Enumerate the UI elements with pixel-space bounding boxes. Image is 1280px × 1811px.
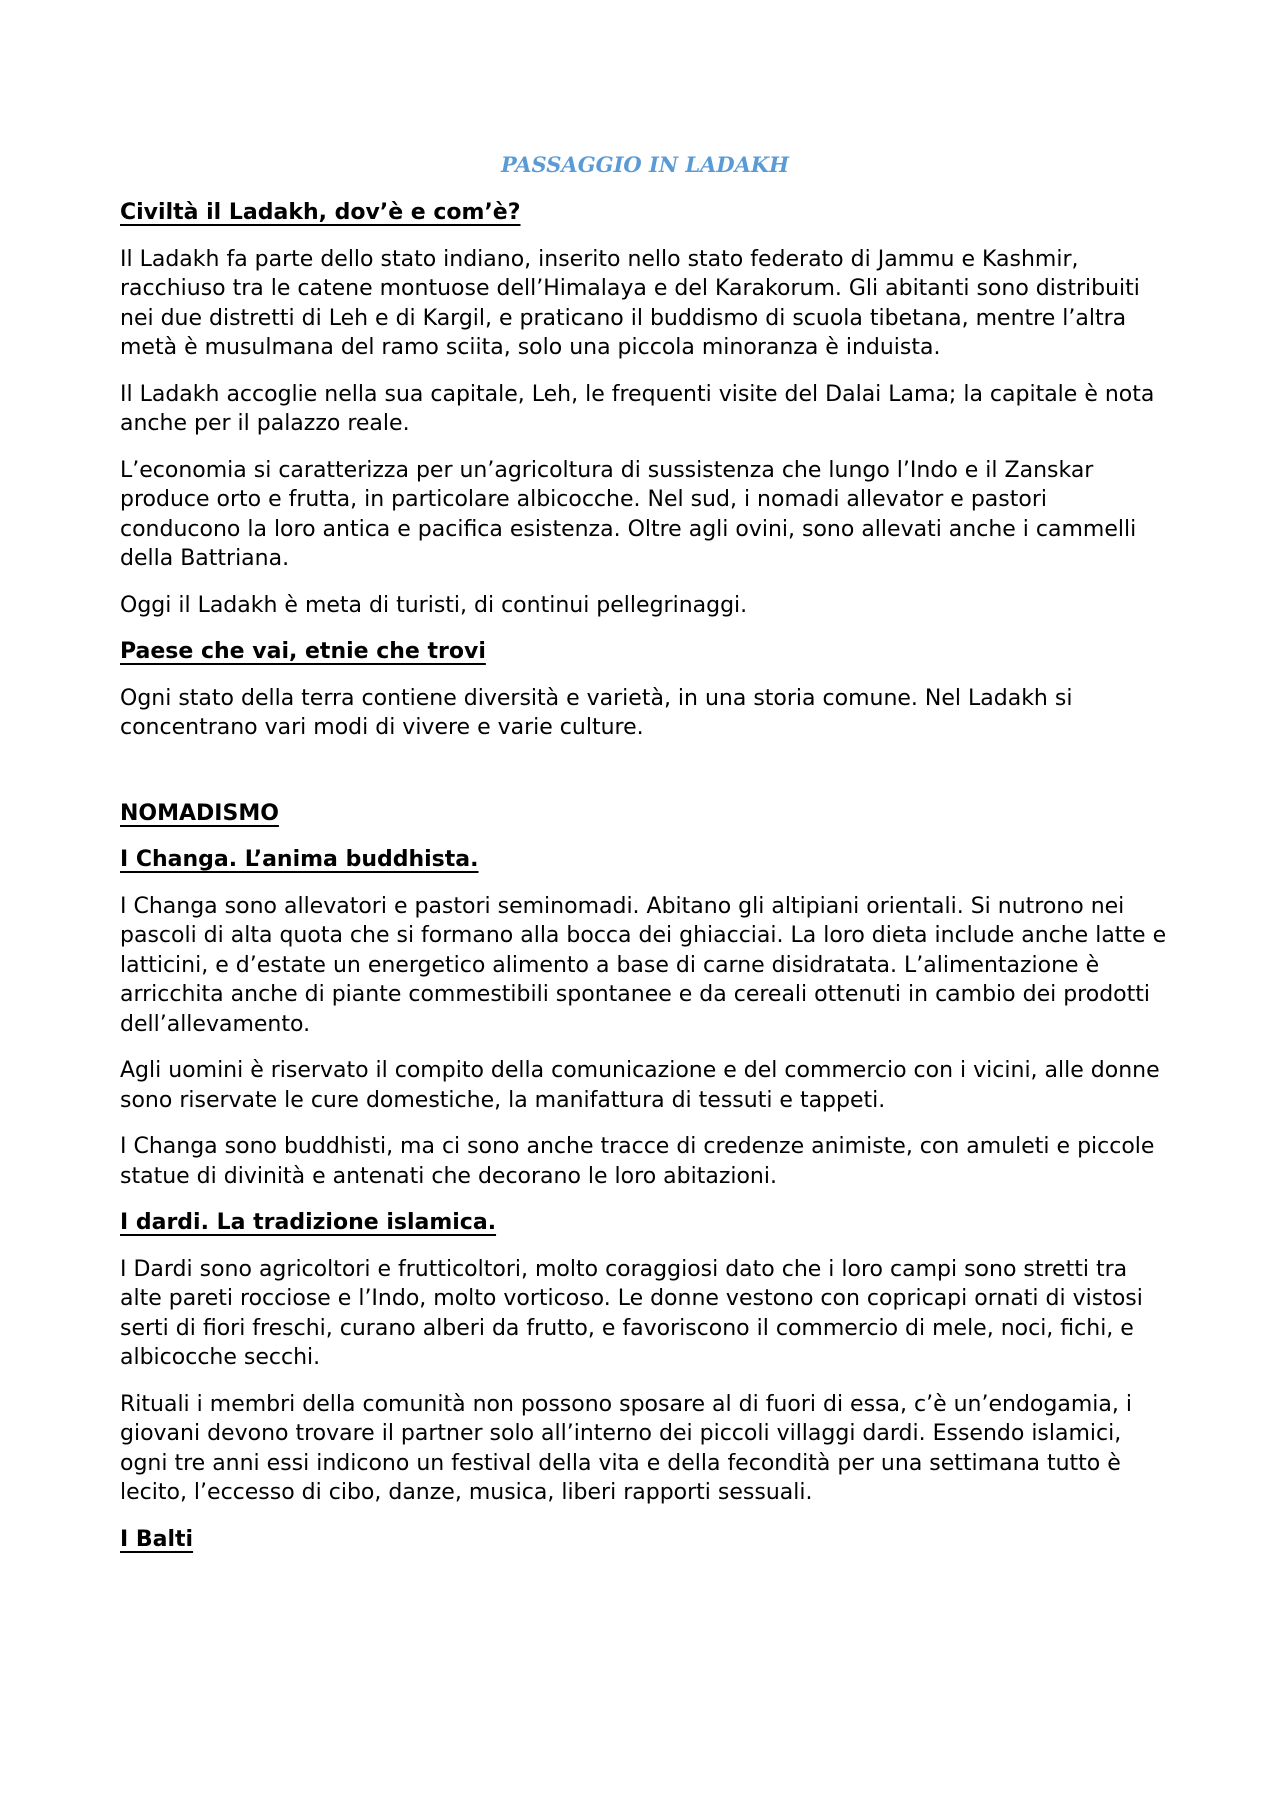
section-heading: Paese che vai, etnie che trovi bbox=[120, 639, 486, 664]
paragraph: Oggi il Ladakh è meta di turisti, di continui pellegrinaggi. bbox=[120, 592, 748, 618]
document-title: PASSAGGIO IN LADAKH bbox=[500, 152, 789, 177]
paragraph: Il Ladakh fa parte dello stato indiano, inserito nello stato federato di Jammu e Kashmir, racchiuso tra le catene montuose dell’Himalaya e del Karakorum. Gli abitanti sono distribuiti nei due distretti di Leh e di Kargil, e praticano il buddismo di scuola tibetana, mentre l’altra metà è musulmana del ramo sciita, solo una piccola minoranza è induista. bbox=[120, 246, 1140, 360]
section-heading: I Changa. L’anima buddhista. bbox=[120, 847, 479, 872]
document-page bbox=[120, 150, 1170, 1571]
section-heading: I dardi. La tradizione islamica. bbox=[120, 1210, 497, 1235]
paragraph: Il Ladakh accoglie nella sua capitale, Leh, le frequenti visite del Dalai Lama; la capitale è nota anche per il palazzo reale. bbox=[120, 381, 1155, 436]
paragraph: I Dardi sono agricoltori e frutticoltori, molto coraggiosi dato che i loro campi sono stretti tra alte pareti rocciose e l’Indo, molto vorticoso. Le donne vestono con copricapi ornati di vistosi serti di fiori freschi, curano alberi da frutto, e favoriscono il commercio di mele, noci, fichi, e albicocche secchi. bbox=[120, 1256, 1143, 1370]
section-heading: I Balti bbox=[120, 1526, 194, 1552]
document-body bbox=[120, 198, 1170, 1554]
paragraph: Ogni stato della terra contiene diversità e varietà, in una storia comune. Nel Ladakh si concentrano vari modi di vivere e varie culture. bbox=[120, 685, 1073, 740]
blank-line bbox=[120, 760, 1170, 799]
paragraph: L’economia si caratterizza per un’agricoltura di sussistenza che lungo l’Indo e il Zanskar produce orto e frutta, in particolare albicocche. Nel sud, i nomadi allevator e pastori conducono la loro antica e pacifica esistenza. Oltre agli ovini, sono allevati anche i cammelli della Battriana. bbox=[120, 457, 1137, 571]
paragraph: I Changa sono allevatori e pastori seminomadi. Abitano gli altipiani orientali. Si nutrono nei pascoli di alta quota che si formano alla bocca dei ghiacciai. La loro dieta include anche latte e latticini, e d’estate un energetico alimento a base di carne disidratata. L’alimentazione è arricchita anche di piante commestibili spontanee e da cereali ottenuti in cambio dei prodotti dell’allevamento. bbox=[120, 893, 1167, 1037]
section-heading: Civiltà il Ladakh, dov’è e com’è? bbox=[120, 200, 521, 225]
section-heading: NOMADISMO bbox=[120, 800, 279, 826]
paragraph: Agli uomini è riservato il compito della comunicazione e del commercio con i vicini, alle donne sono riservate le cure domestiche, la manifattura di tessuti e tappeti. bbox=[120, 1058, 1160, 1113]
paragraph: I Changa sono buddhisti, ma ci sono anche tracce di credenze animiste, con amuleti e piccole statue di divinità e antenati che decorano le loro abitazioni. bbox=[120, 1134, 1155, 1189]
paragraph: Rituali i membri della comunità non possono sposare al di fuori di essa, c’è un’endogamia, i giovani devono trovare il partner solo all’interno dei piccoli villaggi dardi. Essendo islamici, ogni tre anni essi indicono un festival della vita e della fecondità per una settimana tutto è lecito, l’eccesso di cibo, danze, musica, liberi rapporti sessuali. bbox=[120, 1391, 1132, 1505]
